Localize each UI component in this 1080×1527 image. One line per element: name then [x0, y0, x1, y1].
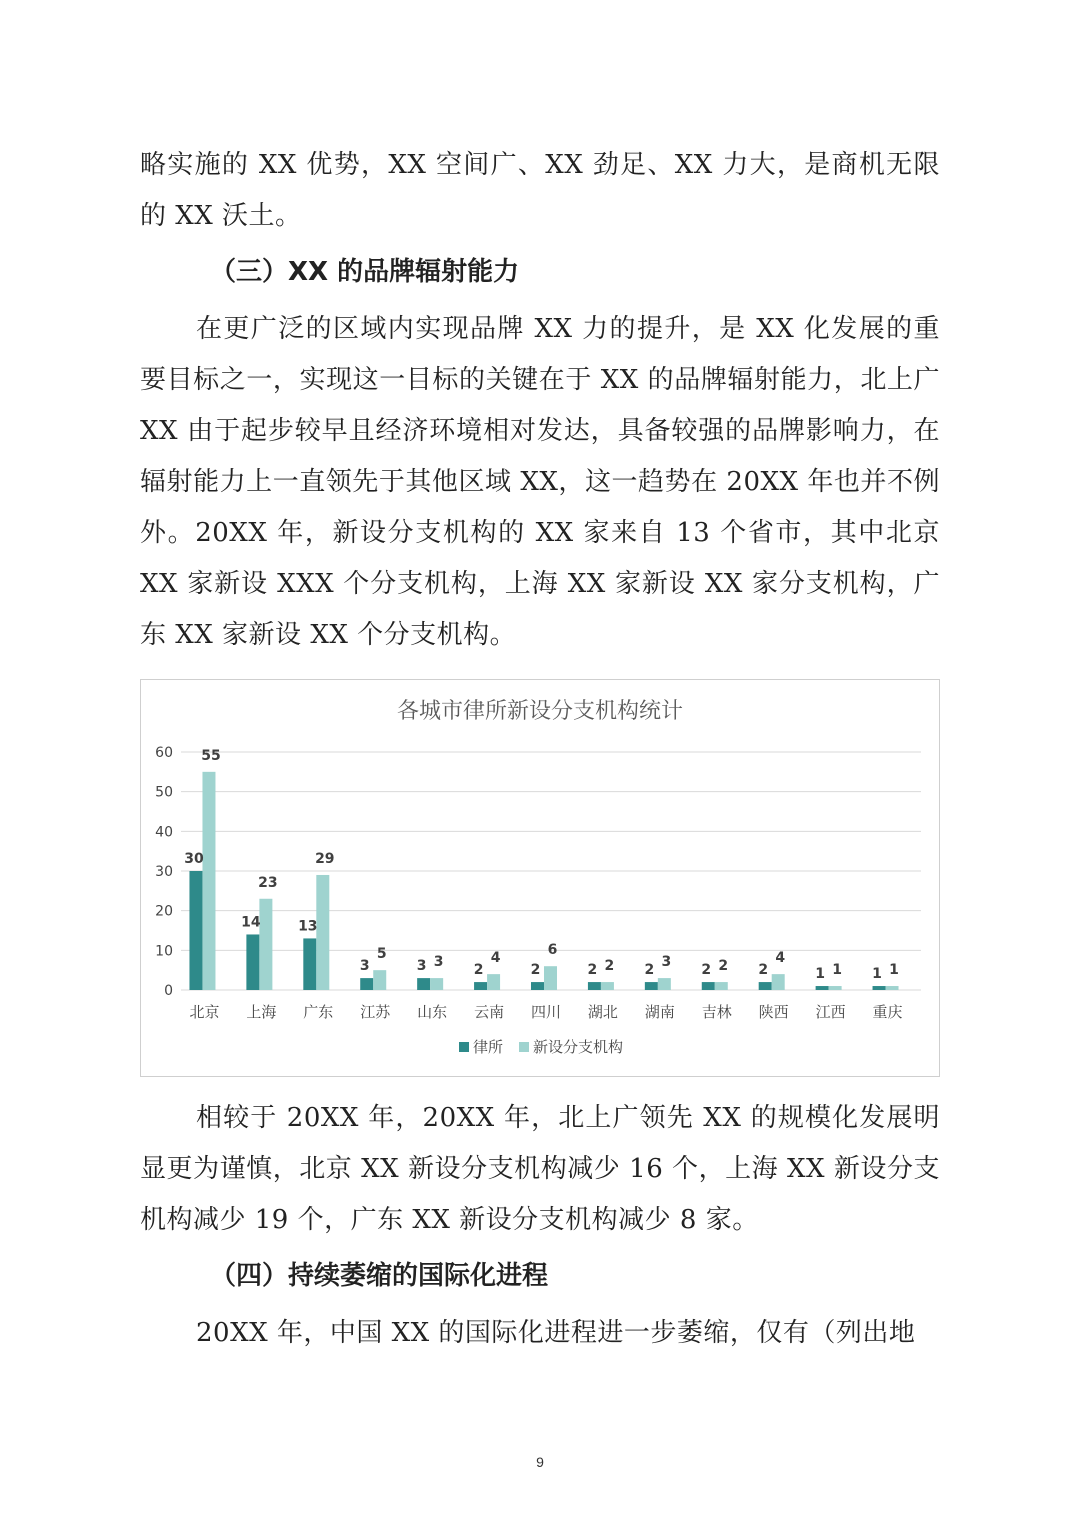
bar-firm [702, 982, 715, 990]
y-tick-label: 20 [155, 903, 173, 920]
category-label: 上海 [246, 1003, 277, 1021]
category-label: 陕西 [758, 1003, 789, 1021]
bar-branch [544, 966, 557, 990]
data-label: 13 [298, 918, 318, 935]
legend-label: 律所 [473, 1038, 504, 1056]
data-label: 29 [315, 850, 335, 867]
legend-swatch [519, 1042, 529, 1052]
y-tick-label: 40 [155, 824, 173, 841]
category-label: 广东 [303, 1003, 334, 1021]
data-label: 1 [815, 966, 825, 983]
bar-branch [202, 772, 215, 990]
y-tick-label: 10 [155, 943, 173, 960]
branch-chart [140, 679, 940, 1077]
y-tick-label: 0 [164, 983, 173, 999]
bar-firm [246, 934, 259, 990]
legend-label: 新设分支机构 [533, 1038, 624, 1056]
data-label: 2 [604, 958, 615, 975]
x-axis-categories [189, 1003, 902, 1021]
bar-firm [645, 982, 658, 990]
bar-firm [303, 938, 316, 990]
category-label: 北京 [189, 1003, 220, 1021]
bar-firm [474, 982, 487, 990]
bar-branch [829, 986, 842, 990]
paragraph-2: 在更广泛的区域内实现品牌 XX 力的提升，是 XX 化发展的重要目标之一，实现这一目标的关键在于 XX 的品牌辐射能力，北上广 XX 由于起步较早且经济环境相对发达，具备较强的品牌影响力，在辐射能力上一直领先于其他区域 XX，这一趋势在 20XX 年也并不例外。20XX 年，新设分支机构的 XX 家来自 13 个省市，其中北京 XX 家新设 XXX 个分支机构，上海 XX 家新设 XX 家分支机构，广东 XX 家新设 XX 个分支机构。 [140, 314, 940, 650]
data-label: 5 [376, 946, 387, 963]
data-label: 2 [701, 962, 712, 979]
data-label: 55 [201, 747, 221, 764]
bar-firm [189, 871, 202, 990]
data-label: 3 [661, 954, 672, 971]
legend-swatch [459, 1042, 469, 1052]
bar-branch [772, 974, 785, 990]
data-label: 2 [587, 962, 598, 979]
category-label: 江西 [815, 1003, 846, 1021]
chart-legend [459, 1038, 623, 1056]
section-heading-3: （三）XX 的品牌辐射能力 [210, 257, 520, 287]
bar-branch [715, 982, 728, 990]
bar-firm [531, 982, 544, 990]
paragraph-4: 20XX 年，中国 XX 的国际化进程进一步萎缩，仅有（列出地 [196, 1318, 916, 1348]
bar-firm [360, 978, 373, 990]
data-label: 1 [872, 966, 882, 983]
bar-firm [759, 982, 772, 990]
bar-chart-svg [141, 680, 939, 1076]
data-label: 3 [433, 954, 444, 971]
category-label: 山东 [417, 1003, 448, 1021]
category-label: 江苏 [360, 1003, 391, 1021]
bar-branch [316, 875, 329, 990]
data-label: 6 [547, 942, 558, 959]
paragraph-1: 略实施的 XX 优势，XX 空间广、XX 劲足、XX 力大，是商机无限的 XX 沃土。 [140, 150, 940, 231]
data-label: 4 [775, 950, 786, 967]
bar-branch [373, 970, 386, 990]
data-labels [184, 748, 899, 982]
y-axis-ticks [155, 745, 173, 999]
category-label: 吉林 [701, 1003, 732, 1021]
data-label: 3 [359, 958, 370, 975]
data-label: 4 [490, 950, 501, 967]
data-label: 1 [889, 962, 899, 979]
bar-branch [430, 978, 443, 990]
bar-firm [417, 978, 430, 990]
bar-branch [487, 974, 500, 990]
category-label: 四川 [530, 1003, 562, 1021]
category-label: 重庆 [872, 1003, 903, 1021]
data-label: 30 [184, 851, 204, 867]
data-label: 2 [530, 962, 541, 979]
bar-firm [873, 986, 886, 990]
data-label: 2 [758, 962, 769, 979]
section-heading-4: （四）持续萎缩的国际化进程 [210, 1261, 549, 1291]
data-label: 1 [832, 962, 842, 979]
bar-branch [601, 982, 614, 990]
data-label: 14 [241, 914, 261, 931]
y-tick-label: 60 [155, 745, 173, 761]
document-page [140, 140, 940, 1359]
category-label: 云南 [474, 1003, 505, 1021]
y-tick-label: 50 [155, 784, 173, 801]
category-label: 湖南 [644, 1003, 675, 1021]
data-label: 2 [473, 962, 484, 979]
data-label: 23 [258, 874, 278, 891]
data-label: 2 [644, 962, 655, 979]
bar-branch [886, 986, 899, 990]
bar-branch [658, 978, 671, 990]
category-label: 湖北 [587, 1003, 618, 1021]
data-label: 2 [718, 958, 729, 975]
bar-firm [816, 986, 829, 990]
page-number: 9 [536, 1454, 544, 1470]
bars [189, 772, 898, 990]
chart-title: 各城市律所新设分支机构统计 [396, 699, 684, 724]
bar-firm [588, 982, 601, 990]
bar-branch [259, 899, 272, 990]
y-tick-label: 30 [155, 864, 173, 880]
paragraph-3: 相较于 20XX 年，20XX 年，北上广领先 XX 的规模化发展明显更为谨慎，北京 XX 新设分支机构减少 16 个，上海 XX 新设分支机构减少 19 个，广东 XX 新设分支机构减少 8 家。 [140, 1103, 940, 1235]
data-label: 3 [416, 958, 427, 975]
